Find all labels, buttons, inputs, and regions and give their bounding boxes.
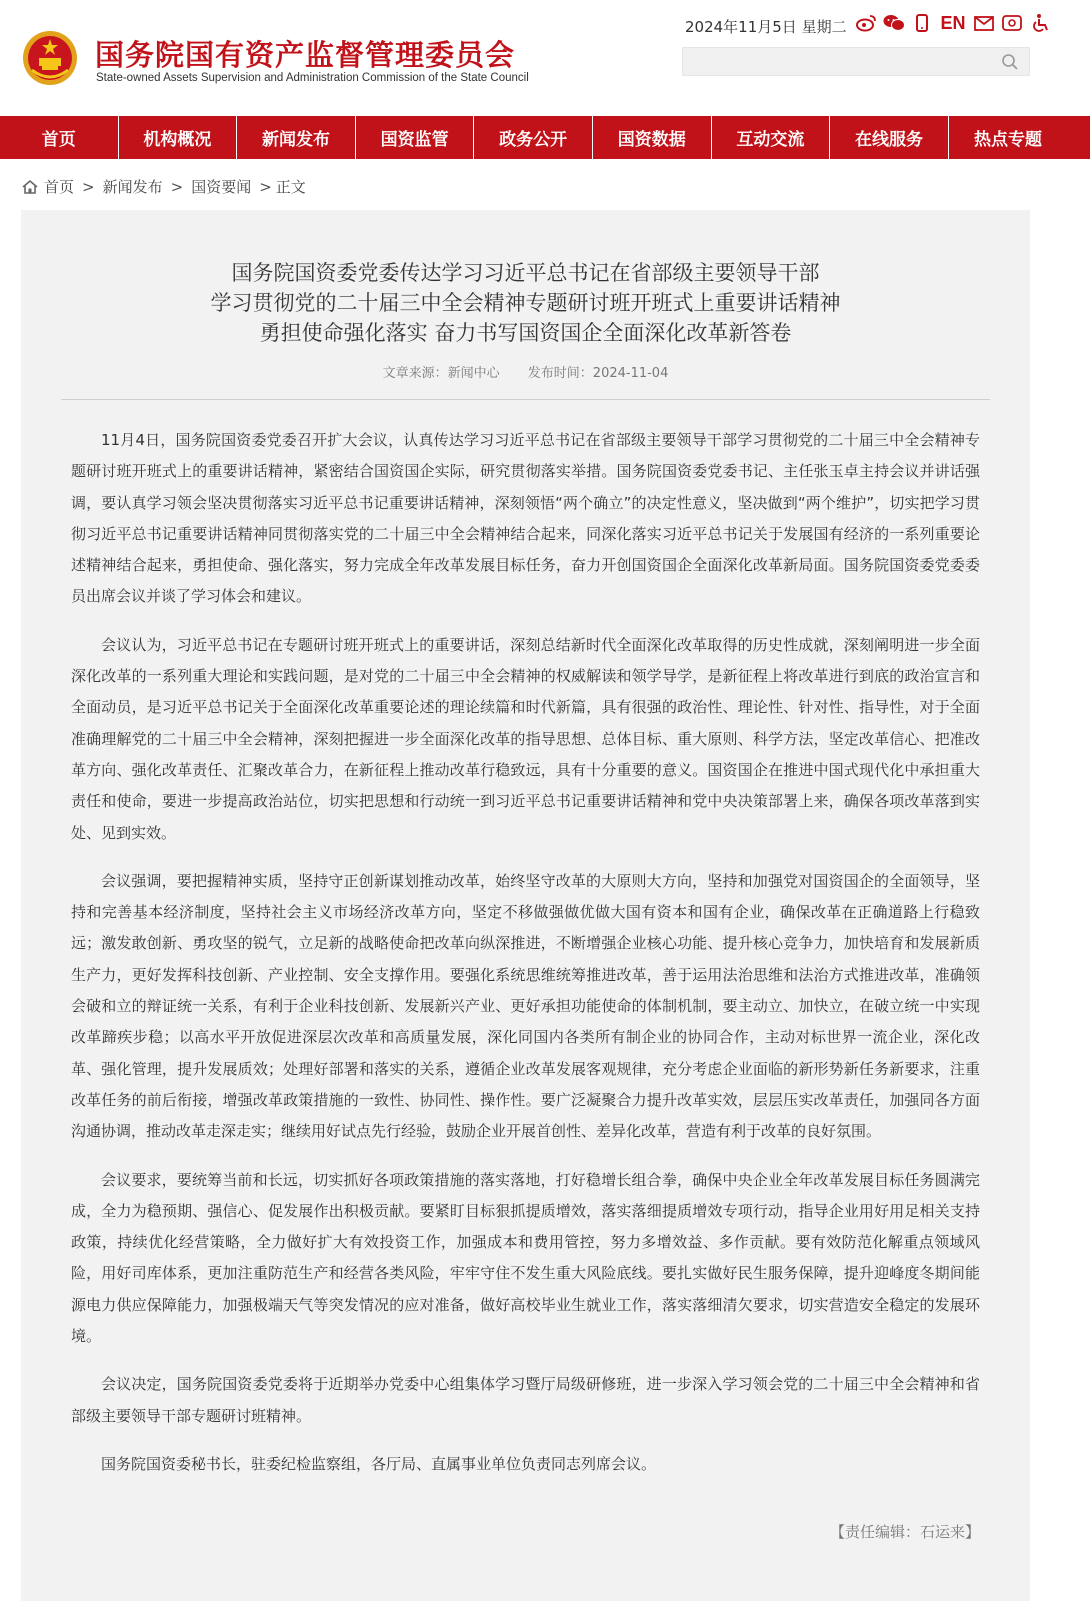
wechat-icon[interactable]	[883, 12, 905, 34]
english-link[interactable]: EN	[940, 12, 966, 33]
article-title-line: 学习贯彻党的二十届三中全会精神专题研讨班开班式上重要讲话精神	[210, 291, 841, 315]
breadcrumb-separator: >	[259, 177, 272, 196]
responsible-editor: 【责任编辑：石运来】	[829, 1523, 980, 1541]
article-paragraph: 11月4日，国务院国资委党委召开扩大会议，认真传达学习习近平总书记在省部级主要领导干部学习贯彻党的二十届三中全会精神专题研讨班开班式上的重要讲话精神，紧密结合国资国企实际，研究贯彻落实举措。国务院国资委党委书记、主任张玉卓主持会议并讲话强调，要认真学习领会坚决贯彻落实习近平总书记重要讲话精神，深刻领悟“两个确立”的决定性意义，坚决做到“两个维护”，切实把学习贯彻习近平总书记重要讲话精神同贯彻落实党的二十届三中全会精神结合起来，同深化落实习近平总书记关于发展国有经济的一系列重要论述精神结合起来，勇担使命、强化落实，努力完成全年改革发展目标任务，奋力开创国资国企全面深化改革新局面。国务院国资委党委委员出席会议并谈了学习体会和建议。	[71, 431, 980, 606]
article-paragraph: 会议决定，国务院国资委党委将于近期举办党委中心组集体学习暨厅局级研修班，进一步深入学习领会党的二十届三中全会精神和省部级主要领导干部专题研讨班精神。	[71, 1375, 980, 1425]
mail-icon[interactable]	[973, 12, 995, 34]
article-date: 发布时间：2024-11-04	[527, 366, 669, 381]
accessibility-mode-icon[interactable]	[1001, 12, 1023, 34]
nav-supervision[interactable]: 国资监管	[356, 116, 475, 159]
nav-hot-topics[interactable]: 热点专题	[974, 130, 1043, 150]
breadcrumb	[22, 176, 306, 197]
article-meta	[21, 362, 1030, 381]
wheelchair-icon[interactable]	[1029, 12, 1051, 34]
article-title	[21, 258, 1030, 348]
nav-online-service[interactable]: 在线服务	[830, 116, 949, 159]
title-divider	[61, 399, 990, 400]
breadcrumb-home[interactable]: 首页	[44, 178, 75, 196]
search-input[interactable]	[683, 48, 983, 75]
nav-interaction[interactable]: 互动交流	[712, 116, 831, 159]
search-box	[682, 47, 1030, 76]
article-paragraph: 国务院国资委秘书长，驻委纪检监察组，各厅局、直属事业单位负责同志列席会议。	[101, 1454, 657, 1473]
nav-data[interactable]: 国资数据	[593, 116, 712, 159]
nav-home[interactable]: 首页	[0, 116, 119, 159]
article-container	[21, 210, 1030, 1601]
home-icon	[22, 179, 38, 195]
article-title-line: 勇担使命强化落实 奋力书写国资国企全面深化改革新答卷	[259, 321, 792, 345]
main-nav	[0, 116, 1090, 159]
article-paragraph: 会议强调，要把握精神实质，坚持守正创新谋划推动改革，始终坚守改革的大原则大方向，坚持和加强党对国资国企的全面领导，坚持和完善基本经济制度，坚持社会主义市场经济改革方向，坚定不移做强做优做大国有资本和国有企业，确保改革在正确道路上行稳致远；激发敢创新、勇攻坚的锐气，立足新的战略使命把改革向纵深推进，不断增强企业核心功能、提升核心竞争力，加快培育和发展新质生产力，更好发挥科技创新、产业控制、安全支撑作用。要强化系统思维统筹推进改革，善于运用法治思维和法治方式推进改革，准确领会破和立的辩证统一关系，有利于企业科技创新、发展新兴产业、更好承担功能使命的体制机制，要主动立、加快立，在破立统一中实现改革蹄疾步稳；以高水平开放促进深层次改革和高质量发展，深化同国内各类所有制企业的协同合作，主动对标世界一流企业，深化改革、强化管理，提升发展质效；处理好部署和落实的关系，遵循企业改革发展客观规律，充分考虑企业面临的新形势新任务新要求，注重改革任务的前后衔接，增强改革政策措施的一致性、协同性、操作性。要广泛凝聚合力提升改革实效，层层压实改革责任，加强同各方面沟通协调，推动改革走深走实；继续用好试点先行经验，鼓励企业开展首创性、差异化改革，营造有利于改革的良好氛围。	[71, 871, 980, 1141]
breadcrumb-separator: >	[170, 177, 184, 196]
nav-organization[interactable]: 机构概况	[119, 116, 238, 159]
weibo-icon[interactable]	[855, 12, 877, 34]
breadcrumb-separator: >	[82, 177, 95, 196]
top-toolbar	[855, 12, 1051, 34]
nav-gov-affairs[interactable]: 政务公开	[474, 116, 593, 159]
breadcrumb-current: 正文	[275, 178, 306, 196]
breadcrumb-key-news[interactable]: 国资要闻	[191, 178, 252, 196]
article-source: 文章来源：新闻中心	[382, 366, 500, 381]
search-icon[interactable]	[1001, 53, 1019, 71]
nav-news[interactable]: 新闻发布	[237, 116, 356, 159]
article-title-line: 国务院国资委党委传达学习习近平总书记在省部级主要领导干部	[231, 261, 820, 285]
mobile-icon[interactable]	[911, 12, 933, 34]
national-emblem-icon[interactable]	[22, 30, 78, 86]
site-subtitle: State-owned Assets Supervision and Administration Commission of the State Council	[96, 72, 529, 84]
article-paragraph: 会议认为，习近平总书记在专题研讨班开班式上的重要讲话，深刻总结新时代全面深化改革取得的历史性成就，深刻阐明进一步全面深化改革的一系列重大理论和实践问题，是对党的二十届三中全会精神的权威解读和领学导学，是新征程上将改革进行到底的政治宣言和全面动员，是习近平总书记关于全面深化改革重要论述的理论续篇和时代新篇，具有很强的政治性、理论性、针对性、指导性，对于全面准确理解党的二十届三中全会精神，深刻把握进一步全面深化改革的指导思想、总体目标、重大原则、科学方法，坚定改革信心、把准改革方向、强化改革责任、汇聚改革合力，在新征程上推动改革行稳致远，具有十分重要的意义。国资国企在推进中国式现代化中承担重大责任和使命，要进一步提高政治站位，切实把思想和行动统一到习近平总书记重要讲话精神和党中央决策部署上来，确保各项改革落到实处、见到实效。	[71, 635, 980, 842]
article-paragraph: 会议要求，要统筹当前和长远，切实抓好各项政策措施的落实落地，打好稳增长组合拳，确保中央企业全年改革发展目标任务圆满完成，全力为稳预期、强信心、促发展作出积极贡献。要紧盯目标狠抓提质增效，落实落细提质增效专项行动，指导企业用好用足相关支持政策，持续优化经营策略，全力做好扩大有效投资工作，加强成本和费用管控，努力多增效益、多作贡献。要有效防范化解重点领域风险，用好司库体系，更加注重防范生产和经营各类风险，牢牢守住不发生重大风险底线。要扎实做好民生服务保障，提升迎峰度冬期间能源电力供应保障能力，加强极端天气等突发情况的应对准备，做好高校毕业生就业工作，落实落细清欠要求，切实营造安全稳定的发展环境。	[71, 1170, 980, 1346]
current-date: 2024年11月5日 星期二	[685, 18, 847, 36]
site-title[interactable]: 国务院国有资产监督管理委员会	[95, 38, 516, 72]
breadcrumb-news[interactable]: 新闻发布	[102, 178, 163, 196]
article-body	[71, 425, 980, 1497]
site-header	[0, 0, 1090, 116]
